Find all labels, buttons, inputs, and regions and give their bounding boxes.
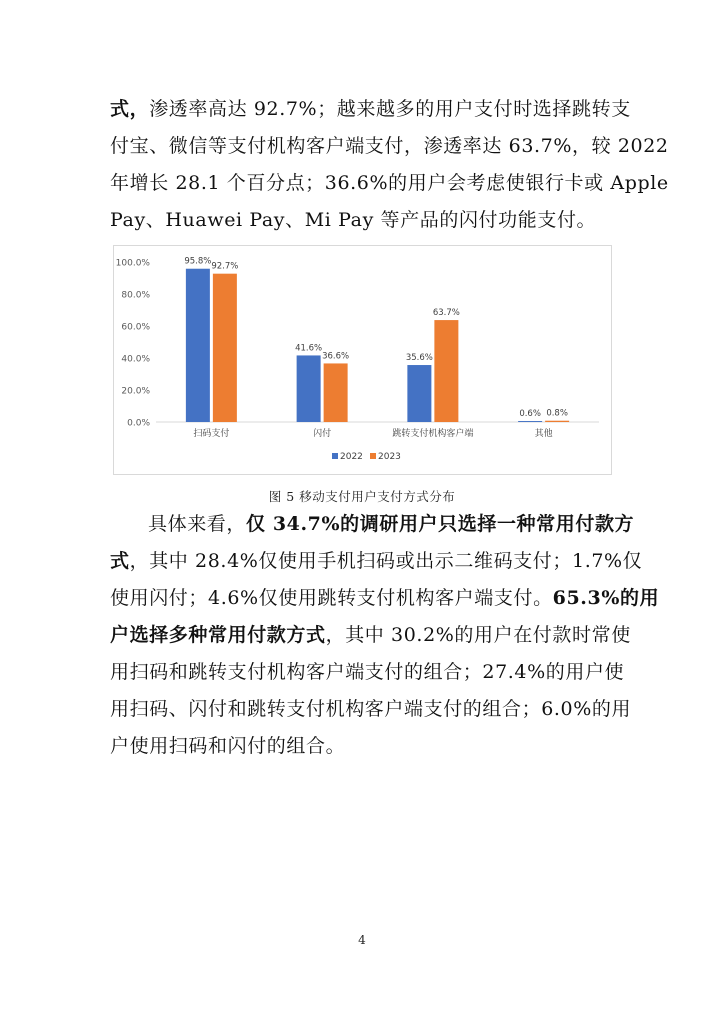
text-span: ，其中 30.2%的用户在付款时常使: [325, 624, 631, 646]
bar-2022: [297, 355, 321, 422]
data-label: 35.6%: [405, 353, 433, 364]
bar-2023: [545, 421, 569, 422]
paragraph-2-line: [110, 728, 620, 765]
paragraph-2-line: [110, 691, 632, 728]
text-span: 用扫码和跳转支付机构客户端支付的组合；27.4%的用户使: [110, 661, 625, 683]
bold-text: 仅 34.7%的调研用户只选择一种常用付款方: [246, 513, 635, 535]
text-span: 使用闪付；4.6%仅使用跳转支付机构客户端支付。: [110, 587, 553, 609]
paragraph-1-line: 年增长 28.1 个百分点；36.6%的用户会考虑使银行卡或 Apple: [110, 172, 669, 194]
category-label: 闪付: [313, 429, 332, 439]
y-tick-label: 0.0%: [127, 418, 150, 429]
data-label: 0.8%: [546, 408, 568, 419]
y-tick-label: 100.0%: [115, 258, 150, 269]
paragraph-2-line: [110, 543, 643, 580]
bar-2022: [518, 421, 542, 422]
text-span: 用扫码、闪付和跳转支付机构客户端支付的组合；6.0%的用: [110, 698, 632, 720]
data-label: 63.7%: [432, 308, 460, 319]
legend-swatch-2022: [332, 453, 338, 459]
y-tick-label: 60.0%: [121, 322, 150, 333]
category-label: 扫码支付: [193, 429, 230, 439]
category-label: 其他: [534, 429, 553, 439]
text-span: 户使用扫码和闪付的组合。: [110, 735, 346, 757]
paragraph-1-line: Pay、Huawei Pay、Mi Pay 等产品的闪付功能支付。: [110, 209, 597, 231]
legend-swatch-2023: [370, 453, 376, 459]
legend-label: 2022: [340, 452, 363, 462]
paragraph-1: [110, 91, 669, 239]
page-number: 4: [358, 933, 366, 947]
paragraph-1-line: [110, 91, 631, 128]
bold-text: 式: [110, 550, 130, 572]
text-span: 具体来看，: [148, 513, 247, 535]
data-label: 95.8%: [184, 256, 212, 267]
bold-text: 户选择多种常用付款方式: [110, 624, 326, 646]
bold-text: 65.3%的用: [552, 587, 660, 609]
data-label: 36.6%: [322, 351, 350, 362]
bar-2022: [407, 365, 431, 422]
figure-caption: 图 5 移动支付用户支付方式分布: [268, 489, 456, 504]
legend-label: 2023: [378, 452, 401, 462]
bold-text: 式，: [110, 98, 150, 120]
paragraph-2-line: [110, 506, 635, 543]
bar-2022: [186, 269, 210, 422]
paragraph-2-line: [110, 617, 631, 654]
text-span: ，其中 28.4%仅使用手机扫码或出示二维码支付；1.7%仅: [129, 550, 643, 572]
y-tick-label: 80.0%: [121, 290, 150, 301]
paragraph-2-line: [110, 654, 625, 691]
bar-2023: [213, 274, 237, 422]
paragraph-2: [110, 506, 660, 765]
data-label: 41.6%: [295, 343, 323, 354]
y-tick-label: 40.0%: [121, 354, 150, 365]
paragraph-1-line: 付宝、微信等支付机构客户端支付，渗透率达 63.7%，较 2022: [110, 135, 669, 157]
bar-2023: [324, 363, 348, 422]
data-label: 0.6%: [519, 409, 541, 420]
data-label: 92.7%: [211, 261, 239, 272]
y-tick-label: 20.0%: [121, 386, 150, 397]
chart-canvas: [114, 246, 611, 474]
category-label: 跳转支付机构客户端: [392, 429, 474, 439]
bar-chart: [113, 245, 612, 475]
paragraph-2-line: [110, 580, 660, 617]
bar-2023: [434, 320, 458, 422]
text-span: 渗透率高达 92.7%；越来越多的用户支付时选择跳转支: [149, 98, 631, 120]
